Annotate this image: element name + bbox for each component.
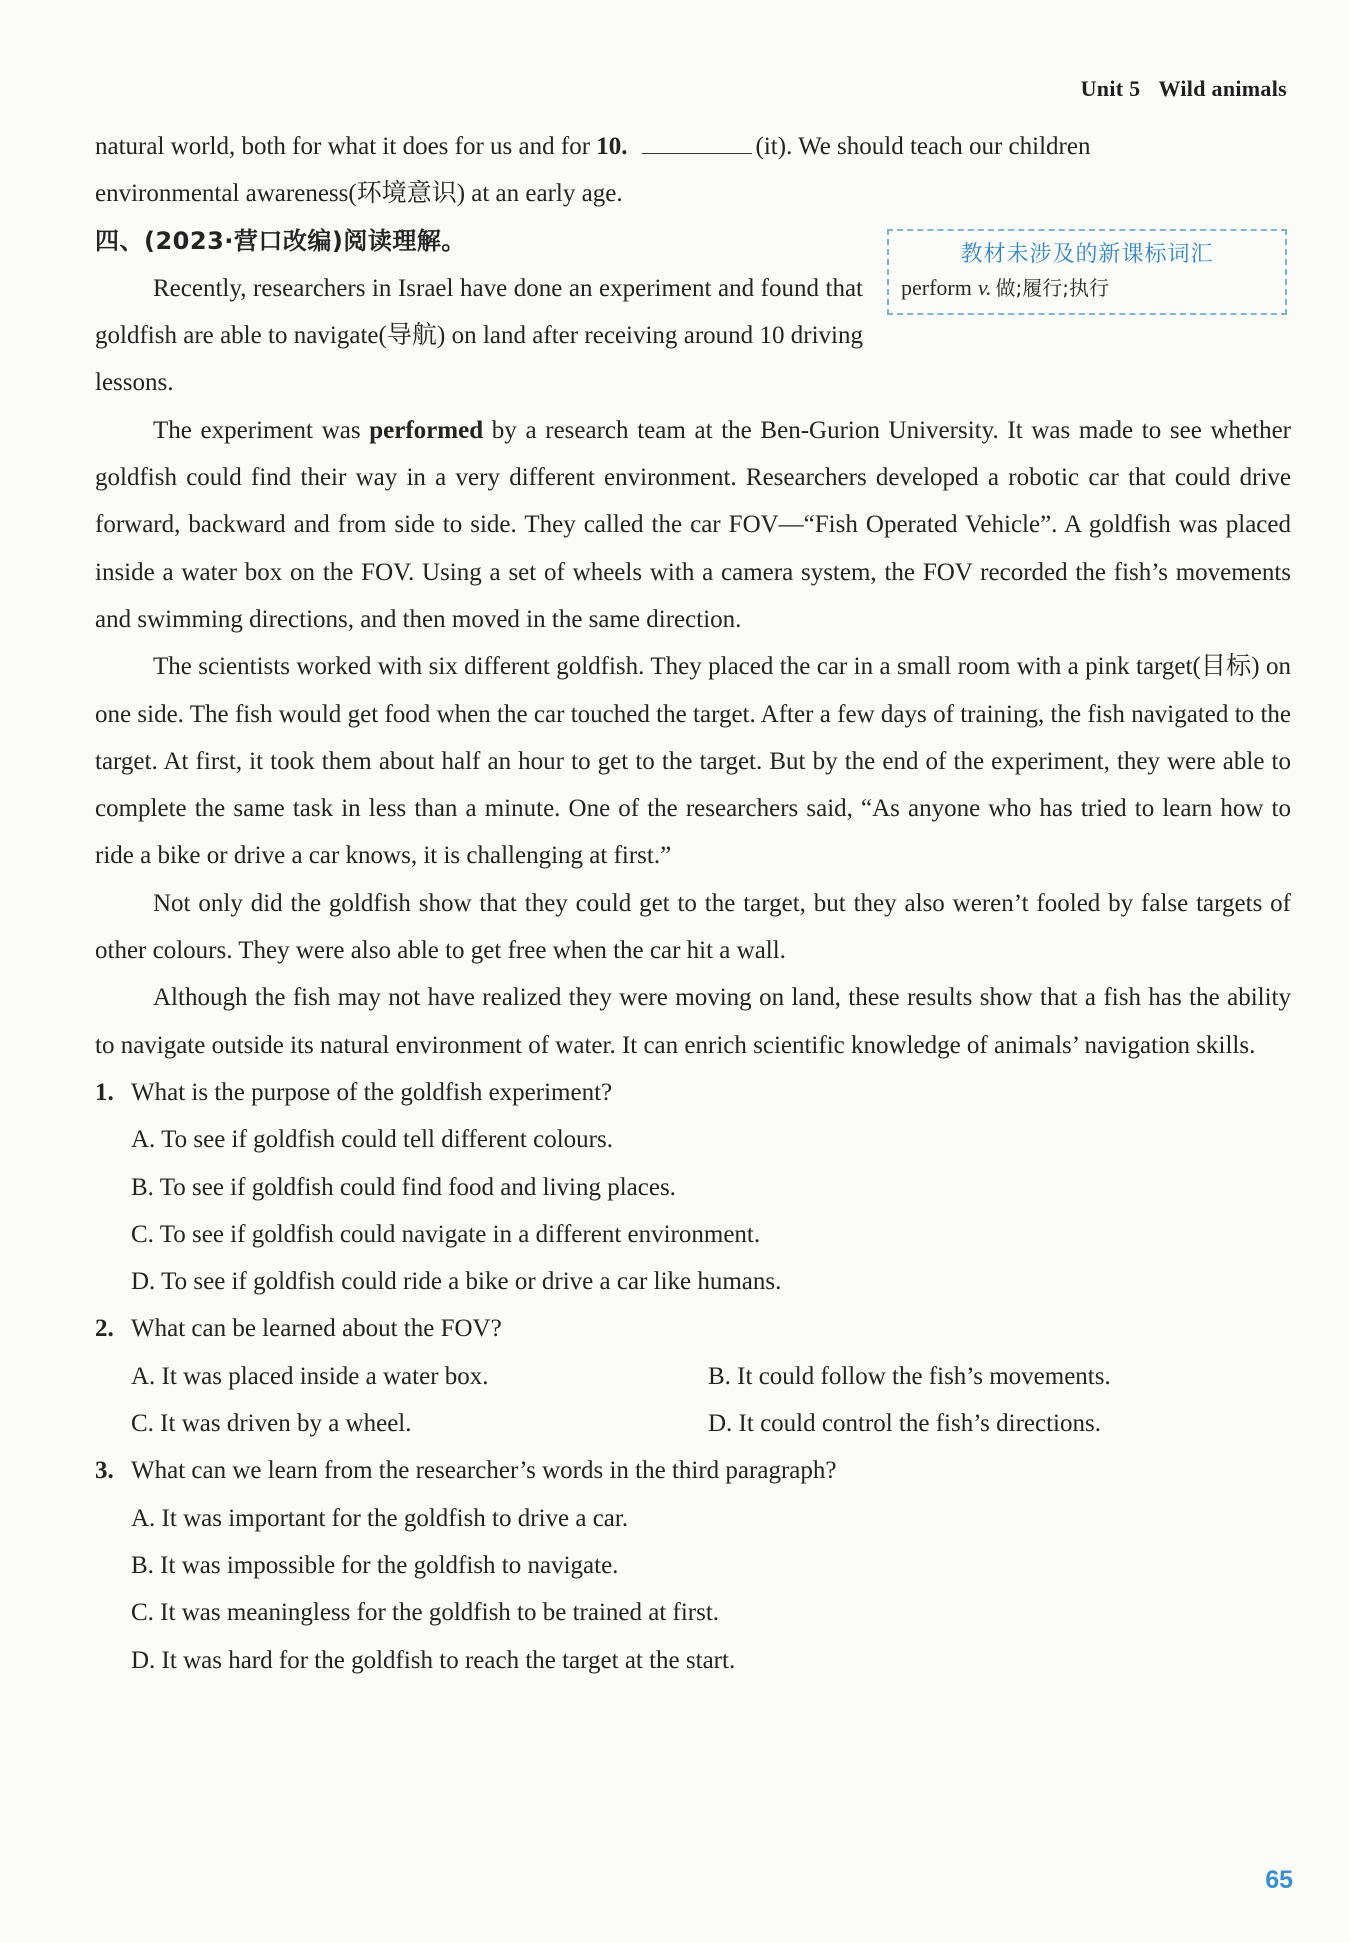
option-b[interactable]: B. To see if goldfish could find food and living places. bbox=[131, 1173, 676, 1201]
vocab-note-title: 教材未涉及的新课标词汇 bbox=[960, 242, 1214, 267]
blank-number: 10. bbox=[596, 133, 628, 160]
question-options bbox=[95, 1495, 1291, 1684]
option-b[interactable]: B. It was impossible for the goldfish to navigate. bbox=[131, 1551, 619, 1579]
page-number: 65 bbox=[1265, 1866, 1293, 1894]
passage-paragraph-2 bbox=[95, 407, 1291, 643]
question-stem: What is the purpose of the goldfish experiment? bbox=[131, 1078, 613, 1106]
vocab-word: perform bbox=[901, 275, 972, 300]
question-number: 3. bbox=[95, 1457, 114, 1485]
answer-blank[interactable] bbox=[642, 152, 752, 154]
question-options bbox=[95, 1353, 1291, 1448]
question-3 bbox=[95, 1447, 1291, 1683]
question-number: 2. bbox=[95, 1315, 114, 1343]
option-a[interactable]: A. It was important for the goldfish to drive a car. bbox=[131, 1504, 629, 1532]
vocab-part-of-speech: v. bbox=[977, 275, 992, 300]
passage-paragraph-3: The scientists worked with six different goldfish. They placed the car in a small room with a pink target(目标) on one side. The fish would get food when the car touched the target. After a few days of training, the fish navigated to the target. At first, it took them about half an hour to get to the target. But by the end of the experiment, they were able to complete the same task in less than a minute. One of the researchers said, “As anyone who has tried to learn how to ride a bike or drive a car knows, it is challenging at first.” bbox=[95, 653, 1291, 870]
cloze-text: natural world, both for what it does for us and for bbox=[95, 133, 597, 160]
cloze-tail-line-2: environmental awareness(环境意识) at an early age. bbox=[95, 180, 623, 208]
question-stem: What can be learned about the FOV? bbox=[131, 1315, 502, 1343]
page-content bbox=[95, 123, 1291, 1684]
option-d[interactable]: D. It could control the fish’s directions. bbox=[708, 1410, 1101, 1438]
cloze-text-end: (it). We should teach our children bbox=[755, 133, 1091, 160]
option-row bbox=[131, 1400, 1291, 1447]
cloze-tail-line-1 bbox=[95, 123, 1291, 170]
paragraph-text-cont: by a research team at the Ben-Gurion University. It was made to see whether goldfish could find their way in a very different environment. Researchers developed a robotic car that could drive forward, backward and from side to side. They called the car FOV—“Fish Operated Vehicle”. A goldfish was placed inside a water box on the FOV. Using a set of wheels with a camera system, the FOV recorded the fish’s movements and swimming directions, and then moved in the same direction. bbox=[95, 416, 1292, 633]
running-header bbox=[1081, 76, 1287, 102]
passage-paragraph-4: Not only did the goldfish show that they could get to the target, but they also weren’t fooled by false targets of other colours. They were also able to get free when the car hit a wall. bbox=[95, 889, 1291, 965]
option-c[interactable]: C. To see if goldfish could navigate in a different environment. bbox=[131, 1220, 761, 1248]
option-d[interactable]: D. It was hard for the goldfish to reach the target at the start. bbox=[131, 1646, 736, 1674]
option-row bbox=[131, 1353, 1291, 1400]
question-options bbox=[95, 1116, 1291, 1305]
passage-paragraph-5: Although the fish may not have realized they were moving on land, these results show that a fish has the ability to navigate outside its natural environment of water. It can enrich scientific knowledge of animals’ navigation skills. bbox=[95, 984, 1291, 1059]
question-1 bbox=[95, 1069, 1291, 1305]
option-a[interactable]: A. To see if goldfish could tell different colours. bbox=[131, 1126, 613, 1154]
question-2 bbox=[95, 1305, 1291, 1447]
option-d[interactable]: D. To see if goldfish could ride a bike or drive a car like humans. bbox=[131, 1268, 782, 1296]
option-a[interactable]: A. It was placed inside a water box. bbox=[131, 1362, 489, 1390]
question-stem: What can we learn from the researcher’s words in the third paragraph? bbox=[131, 1457, 837, 1485]
option-c[interactable]: C. It was meaningless for the goldfish to be trained at first. bbox=[131, 1599, 720, 1627]
vocab-meaning: 做;履行;执行 bbox=[995, 276, 1109, 300]
unit-topic: Wild animals bbox=[1158, 76, 1287, 101]
paragraph-text: The experiment was bbox=[153, 416, 370, 444]
section-title: 四、(2023·营口改编)阅读理解。 bbox=[95, 226, 466, 255]
highlighted-vocab-word: performed bbox=[369, 416, 484, 444]
passage-paragraph-1: Recently, researchers in Israel have done an experiment and found that goldfish are able to navigate(导航) on land after receiving around 10 driving lessons. bbox=[95, 274, 863, 397]
option-b[interactable]: B. It could follow the fish’s movements. bbox=[708, 1362, 1111, 1390]
question-number: 1. bbox=[95, 1078, 114, 1106]
unit-label: Unit 5 bbox=[1080, 76, 1141, 101]
option-c[interactable]: C. It was driven by a wheel. bbox=[131, 1410, 412, 1438]
